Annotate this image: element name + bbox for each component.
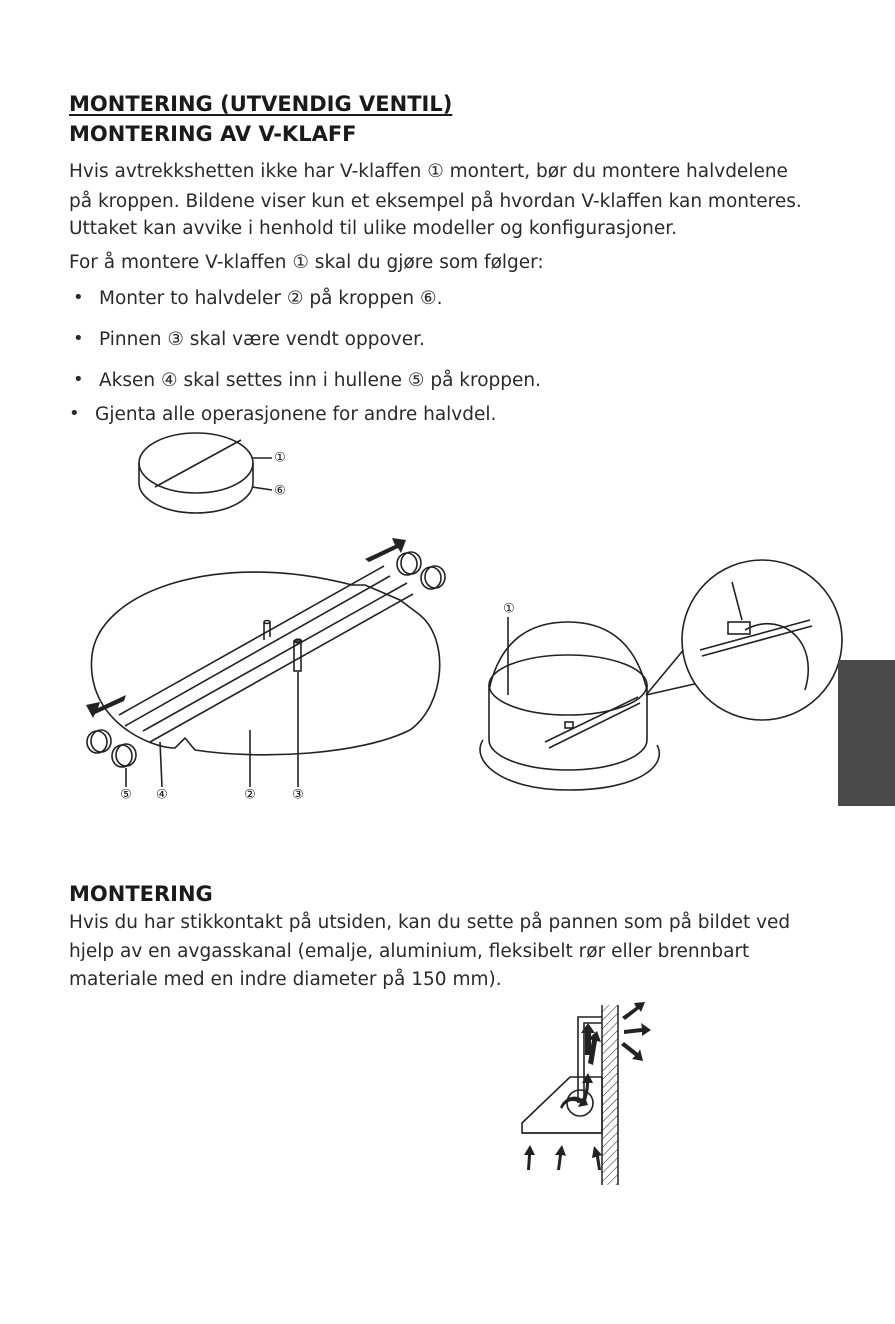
mounting-paragraph bbox=[69, 909, 829, 995]
callout-number: ⑥ bbox=[274, 483, 286, 499]
lead-text: For å montere V-klaffen ① skal du gjøre som følger: bbox=[69, 252, 544, 273]
direction-arrow-icons bbox=[86, 538, 406, 718]
mount-line-1: Hvis du har stikkontakt på utsiden, kan du sette på pannen som på bildet ved bbox=[69, 912, 791, 933]
intro-line-2: på kroppen. Bildene viser kun et eksempel på hvordan V-klaffen kan monteres. bbox=[69, 191, 802, 212]
callout-number: ④ bbox=[156, 787, 168, 803]
bullet-dot: • bbox=[73, 287, 84, 308]
mount-line-3: materiale med en indre diameter på 150 mm). bbox=[69, 969, 502, 990]
callout-number: ⑤ bbox=[120, 787, 132, 803]
bullet-text: Gjenta alle operasjonene for andre halvdel. bbox=[95, 404, 497, 425]
bullet-text: Pinnen ③ skal være vendt oppover. bbox=[99, 329, 425, 350]
chapter-tab bbox=[838, 660, 895, 806]
subheading-v-flap: MONTERING AV V-KLAFF bbox=[69, 122, 357, 146]
wall-hatched bbox=[602, 1005, 618, 1185]
mount-line-2: hjelp av en avgasskanal (emalje, aluminium, fleksibelt rør eller brennbart bbox=[69, 940, 750, 962]
airflow-arrow-icons bbox=[524, 1002, 651, 1170]
callout-number: ① bbox=[503, 601, 515, 617]
bullet-text: Aksen ④ skal settes inn i hullene ⑤ på kroppen. bbox=[99, 370, 541, 391]
bullet-text: Monter to halvdeler ② på kroppen ⑥. bbox=[99, 288, 443, 309]
hood-wall-mount-figure bbox=[500, 995, 680, 1195]
bullet-dot: • bbox=[69, 403, 80, 424]
callout-number: ① bbox=[274, 450, 286, 466]
bullet-dot: • bbox=[73, 369, 84, 390]
half-plate-illustration bbox=[87, 552, 445, 787]
callout-number: ② bbox=[244, 787, 256, 803]
flap-housing-illustration bbox=[480, 560, 842, 790]
section-heading-exterior-valve: MONTERING (UTVENDIG VENTIL) bbox=[69, 92, 453, 116]
section-heading-mounting: MONTERING bbox=[69, 882, 213, 906]
small-disc-illustration bbox=[139, 433, 272, 513]
intro-line-3: Uttaket kan avvike i henhold til ulike modeller og konfigurasjoner. bbox=[69, 218, 678, 239]
intro-line-1: Hvis avtrekkshetten ikke har V-klaffen ① montert, bør du montere halvdelene bbox=[69, 161, 788, 182]
bullet-dot: • bbox=[73, 328, 84, 349]
callout-number: ③ bbox=[292, 787, 304, 803]
